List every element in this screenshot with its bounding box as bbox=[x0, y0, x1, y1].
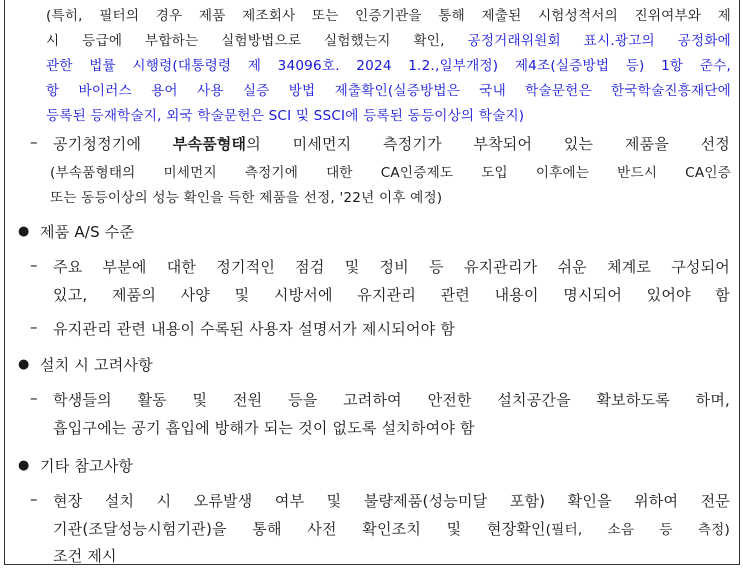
dash-item-space-cont bbox=[53, 417, 475, 438]
dash-item-manual bbox=[53, 318, 455, 339]
dash-marker: – bbox=[30, 389, 38, 407]
note-text: (부속품형태의 미세먼지 측정기에 대한 CA인증제도 도입 이후에는 반드시 CA인증 bbox=[50, 165, 731, 181]
note-line-1 bbox=[46, 4, 731, 24]
item-text: 조건 제시 bbox=[53, 547, 117, 565]
item-text: 유지관리 관련 내용이 수록된 사용자 설명서가 제시되어야 함 bbox=[53, 320, 456, 338]
dash-item-maintenance-cont bbox=[53, 284, 730, 305]
dash-item-maintenance bbox=[53, 256, 730, 277]
item-text: 의 미세먼지 측정기가 부착되어 있는 제품을 선정 bbox=[246, 135, 730, 153]
dash-item-onsite-end bbox=[53, 545, 117, 566]
bullet-icon: ● bbox=[18, 458, 30, 473]
item-text: 기관(조달성능시험기관)을 통해 사전 확인조치 및 현장확인 bbox=[53, 520, 546, 538]
bullet-icon: ● bbox=[18, 357, 30, 372]
item-text-small: (필터, 소음 등 측정) bbox=[545, 522, 730, 538]
dash-marker: – bbox=[30, 490, 38, 508]
meter-note-line-2 bbox=[50, 186, 442, 206]
note-text: (특히, 필터의 경우 제품 제조회사 또는 인증기관을 통해 제출된 시험성적서의 진위여부와 제 bbox=[46, 8, 731, 24]
bullet-icon: ● bbox=[18, 224, 30, 239]
item-text: 주요 부분에 대한 정기적인 점검 및 정비 등 유지관리가 쉬운 체계로 구성되어 bbox=[53, 258, 730, 276]
note-text: 시 등급에 부합하는 실험방법으로 실험했는지 확인, bbox=[46, 33, 468, 49]
item-text: 공기청정기에 bbox=[53, 135, 173, 153]
note-text-highlight: 관한 법률 시행령(대통령령 제 34096호. 2024 1.2.,일부개정) 제4조(실증방법 등) 1항 준수, bbox=[46, 58, 731, 74]
dash-item-meter bbox=[53, 133, 730, 154]
section-heading-install bbox=[40, 354, 153, 375]
note-line-5 bbox=[46, 104, 524, 124]
section-heading-other bbox=[40, 455, 133, 476]
note-text-highlight: 항 바이러스 용어 사용 실증 방법 제출확인(실증방법은 국내 학술문헌은 한국학술진흥재단에 bbox=[46, 83, 731, 99]
section-heading-text: 제품 A/S 수준 bbox=[40, 223, 135, 241]
item-text: 있고, 제품의 사양 및 시방서에 유지관리 관련 내용이 명시되어 있어야 함 bbox=[53, 286, 730, 304]
section-heading-text: 설치 시 고려사항 bbox=[40, 356, 153, 374]
note-line-2 bbox=[46, 29, 731, 49]
meter-note-line-1 bbox=[50, 161, 731, 181]
dash-marker: – bbox=[30, 256, 38, 274]
dash-item-onsite-cont bbox=[53, 518, 730, 539]
dash-item-space bbox=[53, 389, 730, 410]
item-text: 현장 설치 시 오류발생 여부 및 불량제품(성능미달 포함) 확인을 위하여 전문 bbox=[53, 492, 730, 510]
note-text-highlight: 등록된 등재학술지, 외국 학술문헌은 SCI 및 SSCI에 등록된 동등이상의 학술지) bbox=[46, 108, 525, 124]
item-text: 흡입구에는 공기 흡입에 방해가 되는 것이 없도록 설치하여야 함 bbox=[53, 419, 475, 437]
item-text: 학생들의 활동 및 전원 등을 고려하여 안전한 설치공간을 확보하도록 하며, bbox=[53, 391, 730, 409]
section-heading-as bbox=[40, 221, 134, 242]
dash-marker: – bbox=[30, 318, 38, 336]
note-text-highlight: 공정거래위원회 표시.광고의 공정화에 bbox=[467, 33, 731, 49]
section-heading-text: 기타 참고사항 bbox=[40, 457, 134, 475]
dash-item-onsite bbox=[53, 490, 730, 511]
note-text: 또는 동등이상의 성능 확인을 득한 제품을 선정, '22년 이후 예정) bbox=[50, 190, 443, 206]
note-line-3 bbox=[46, 54, 731, 74]
item-text-bold: 부속품형태 bbox=[172, 135, 247, 153]
note-line-4 bbox=[46, 79, 731, 99]
dash-marker: – bbox=[30, 133, 38, 151]
